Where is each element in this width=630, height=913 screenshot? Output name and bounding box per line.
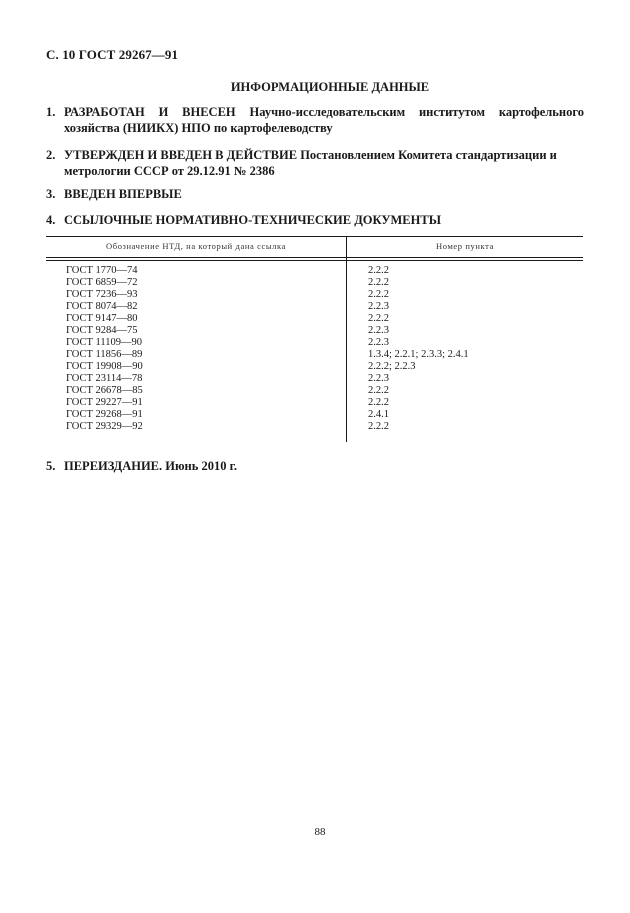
item-lead: РАЗРАБОТАН И ВНЕСЕН: [64, 105, 236, 119]
clause-cell: 2.2.3: [368, 373, 389, 384]
table-body: [46, 265, 583, 433]
clause-cell: 2.2.2; 2.2.3: [368, 361, 416, 372]
clause-cell: 2.2.2: [368, 289, 389, 300]
table-row: [46, 397, 583, 409]
column-header-document: Обозначение НТД, на который дана ссылка: [106, 241, 286, 251]
clause-cell: 2.2.3: [368, 337, 389, 348]
document-cell: ГОСТ 7236—93: [66, 289, 138, 300]
item-number: 1.: [46, 105, 56, 119]
item-lead: УТВЕРЖДЕН И ВВЕДЕН В ДЕЙСТВИЕ: [64, 148, 298, 162]
item-lead: ПЕРЕИЗДАНИЕ.: [64, 459, 163, 473]
document-cell: ГОСТ 19908—90: [66, 361, 143, 372]
document-cell: ГОСТ 11109—90: [66, 337, 143, 348]
item-lead: ВВЕДЕН ВПЕРВЫЕ: [64, 187, 182, 201]
clause-cell: 2.2.3: [368, 325, 389, 336]
page-header: С. 10 ГОСТ 29267—91: [46, 47, 179, 62]
document-cell: ГОСТ 29329—92: [66, 421, 143, 432]
page-number: 88: [314, 826, 326, 838]
document-cell: ГОСТ 29268—91: [66, 409, 143, 420]
table-row: [46, 301, 583, 313]
document-cell: ГОСТ 1770—74: [66, 265, 138, 276]
table-row: [46, 289, 583, 301]
document-cell: ГОСТ 26678—85: [66, 385, 143, 396]
document-cell: ГОСТ 6859—72: [66, 277, 138, 288]
item-text: Научно-исследовательским институтом картофельного хозяйства (НИИКХ) НПО по картофелеводству: [64, 105, 584, 135]
document-cell: ГОСТ 29227—91: [66, 397, 143, 408]
info-item-approved: [46, 147, 584, 179]
document-cell: ГОСТ 23114—78: [66, 373, 143, 384]
item-number: 3.: [46, 187, 56, 201]
clause-cell: 2.2.2: [368, 397, 389, 408]
info-item-developed: [46, 104, 584, 136]
column-header-clause: Номер пункта: [436, 241, 494, 251]
table-row: [46, 265, 583, 277]
item-text: Постановлением Комитета стандартизации и метрологии СССР от 29.12.91 № 2386: [64, 148, 557, 178]
table-row: [46, 349, 583, 361]
table-row: [46, 325, 583, 337]
clause-cell: 2.4.1: [368, 409, 389, 420]
document-cell: ГОСТ 9147—80: [66, 313, 138, 324]
document-cell: ГОСТ 8074—82: [66, 301, 138, 312]
table-row: [46, 385, 583, 397]
item-number: 5.: [46, 459, 56, 473]
item-number: 4.: [46, 213, 56, 227]
table-row: [46, 373, 583, 385]
table-row: [46, 409, 583, 421]
clause-cell: 2.2.3: [368, 301, 389, 312]
clause-cell: 2.2.2: [368, 313, 389, 324]
table-row: [46, 421, 583, 433]
clause-cell: 2.2.2: [368, 385, 389, 396]
item-number: 2.: [46, 148, 56, 162]
document-cell: ГОСТ 9284—75: [66, 325, 138, 336]
item-text: Июнь 2010 г.: [165, 459, 237, 473]
item-lead: ССЫЛОЧНЫЕ НОРМАТИВНО-ТЕХНИЧЕСКИЕ ДОКУМЕНТЫ: [64, 213, 441, 227]
clause-cell: 2.2.2: [368, 421, 389, 432]
table-header-double-rule: [46, 257, 583, 261]
clause-cell: 1.3.4; 2.2.1; 2.3.3; 2.4.1: [368, 349, 469, 360]
table-row: [46, 277, 583, 289]
document-cell: ГОСТ 11856—89: [66, 349, 143, 360]
info-item-introduced: [46, 186, 584, 202]
table-row: [46, 361, 583, 373]
section-title: ИНФОРМАЦИОННЫЕ ДАННЫЕ: [230, 80, 430, 94]
clause-cell: 2.2.2: [368, 277, 389, 288]
table-row: [46, 313, 583, 325]
table-top-rule: [46, 236, 583, 237]
clause-cell: 2.2.2: [368, 265, 389, 276]
info-item-reissue: [46, 458, 584, 474]
table-row: [46, 337, 583, 349]
info-item-references: [46, 212, 584, 228]
